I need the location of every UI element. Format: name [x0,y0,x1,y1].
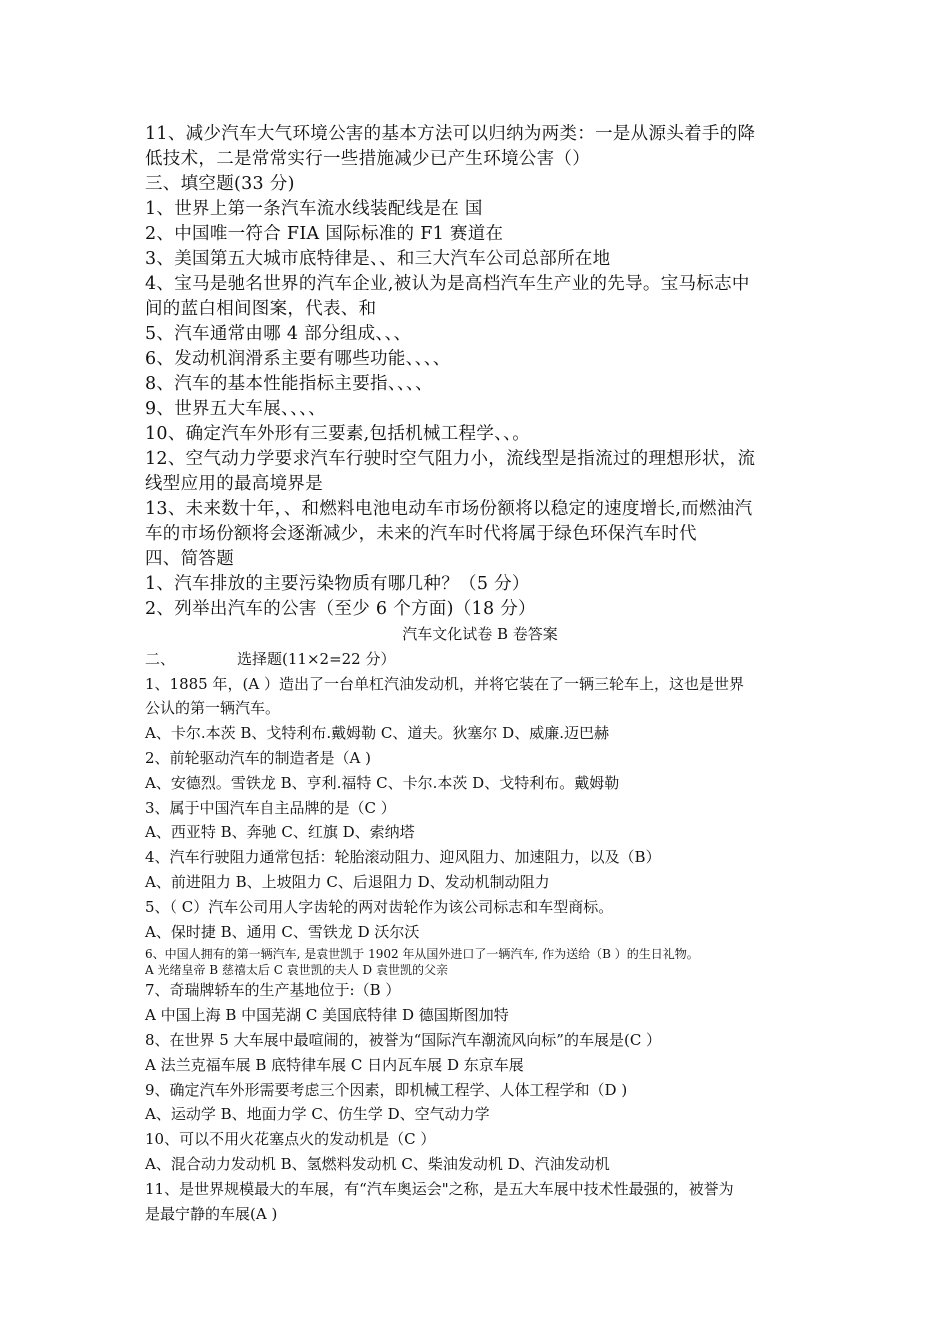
answer-10-question: 10、可以不用火花塞点火的发动机是（C ） [145,1130,436,1149]
fill-question-3: 3、美国第五大城市底特律是、、和三大汽车公司总部所在地 [145,249,611,269]
answer-6-options: A 光绪皇帝 B 慈禧太后 C 袁世凯的夫人 D 袁世凯的父亲 [145,963,448,978]
fill-in-section [145,122,815,622]
fill-question-10: 10、确定汽车外形有三要素,包括机械工程学、、。 [145,424,531,444]
fill-question-4-line-2: 间的蓝白相间图案，代表、和 [145,299,377,319]
document-page [145,122,815,1226]
fill-question-8: 8、汽车的基本性能指标主要指、、、、 [145,374,433,394]
answer-8-options: A 法兰克福车展 B 底特律车展 C 日内瓦车展 D 东京车展 [145,1055,524,1074]
section-2-title: 选择题(11×2=22 分） [237,649,396,668]
answer-5-question: 5、（ C）汽车公司用人字齿轮的两对齿轮作为该公司标志和车型商标。 [145,897,614,916]
answer-key-section [145,672,815,1227]
section-2-heading [145,647,815,672]
answer-1-options: A、卡尔.本茨 B、戈特利布.戴姆勒 C、道夫。狄塞尔 D、威廉.迈巴赫 [145,724,609,743]
section-2-number: 二、 [145,649,176,668]
answer-1-line-1: 1、1885 年，(A ）造出了一台单杠汽油发动机，并将它装在了一辆三轮车上，这也是世界 [145,674,744,693]
fill-question-12-line-1: 12、空气动力学要求汽车行驶时空气阻力小，流线型是指流过的理想形状，流 [145,449,756,469]
answer-9-question: 9、确定汽车外形需要考虑三个因素，即机械工程学、人体工程学和（D ) [145,1080,628,1099]
fill-question-13-line-2: 车的市场份额将会逐渐减少，未来的汽车时代将属于绿色环保汽车时代 [145,524,697,544]
section-4-heading: 四、简答题 [145,549,234,569]
short-answer-2: 2、列举出汽车的公害（至少 6 个方面)（18 分） [145,599,536,619]
answer-11-line-2: 是最宁静的车展(A ) [145,1204,278,1223]
answer-5-options: A、保时捷 B、通用 C、雪铁龙 D 沃尔沃 [145,922,420,941]
answer-2-question: 2、前轮驱动汽车的制造者是（A ) [145,748,371,767]
fill-question-9: 9、世界五大车展、、、、 [145,399,326,419]
fill-question-13-line-1: 13、未来数十年，、和燃料电池电动车市场份额将以稳定的速度增长,而燃油汽 [145,499,753,519]
fill-question-1: 1、世界上第一条汽车流水线装配线是在 国 [145,199,483,219]
answer-6-question: 6、中国人拥有的第一辆汽车, 是袁世凯于 1902 年从国外进口了一辆汽车, 作为送给（B ）的生日礼物。 [145,947,699,962]
fill-question-6: 6、发动机润滑系主要有哪些功能、、、、 [145,349,451,369]
answer-2-options: A、安德烈。雪铁龙 B、亨利.福特 C、卡尔.本茨 D、戈特利布。戴姆勒 [145,773,620,792]
short-answer-1: 1、汽车排放的主要污染物质有哪几种？（5 分） [145,574,530,594]
fill-question-2: 2、中国唯一符合 FIA 国际标准的 F1 赛道在 [145,224,504,244]
answer-11-line-1: 11、是世界规模最大的车展，有“汽车奥运会"之称，是五大车展中技术性最强的，被誉为 [145,1179,734,1198]
answer-9-options: A、运动学 B、地面力学 C、仿生学 D、空气动力学 [145,1105,490,1124]
question-11-env-line-1: 11、减少汽车大气环境公害的基本方法可以归纳为两类：一是从源头着手的降 [145,124,756,144]
answer-7-options: A 中国上海 B 中国芜湖 C 美国底特律 D 德国斯图加特 [145,1006,509,1025]
section-3-heading: 三、填空题(33 分) [145,174,295,194]
answer-8-question: 8、在世界 5 大车展中最喧闹的，被誉为“国际汽车潮流风向标”的车展是(C ） [145,1030,662,1049]
answer-key-title: 汽车文化试卷 B 卷答案 [402,625,558,643]
answer-10-options: A、混合动力发动机 B、氢燃料发动机 C、柴油发动机 D、汽油发动机 [145,1154,610,1173]
answer-3-options: A、西亚特 B、奔驰 C、红旗 D、索纳塔 [145,823,415,842]
fill-question-12-line-2: 线型应用的最高境界是 [145,474,323,494]
answer-7-question: 7、奇瑞牌轿车的生产基地位于:（B ） [145,981,401,1000]
answer-4-options: A、前进阻力 B、上坡阻力 C、后退阻力 D、发动机制动阻力 [145,872,550,891]
fill-question-5: 5、汽车通常由哪 4 部分组成、、、 [145,324,412,344]
answer-1-line-2: 公认的第一辆汽车。 [145,699,281,718]
answer-4-question: 4、汽车行驶阻力通常包括：轮胎滚动阻力、迎风阻力、加速阻力，以及（B） [145,848,661,867]
answer-3-question: 3、属于中国汽车自主品牌的是（C ） [145,798,396,817]
fill-question-4-line-1: 4、宝马是驰名世界的汽车企业,被认为是高档汽车生产业的先导。宝马标志中 [145,274,750,294]
question-11-env-line-2: 低技术，二是常常实行一些措施减少已产生环境公害（） [145,149,590,169]
